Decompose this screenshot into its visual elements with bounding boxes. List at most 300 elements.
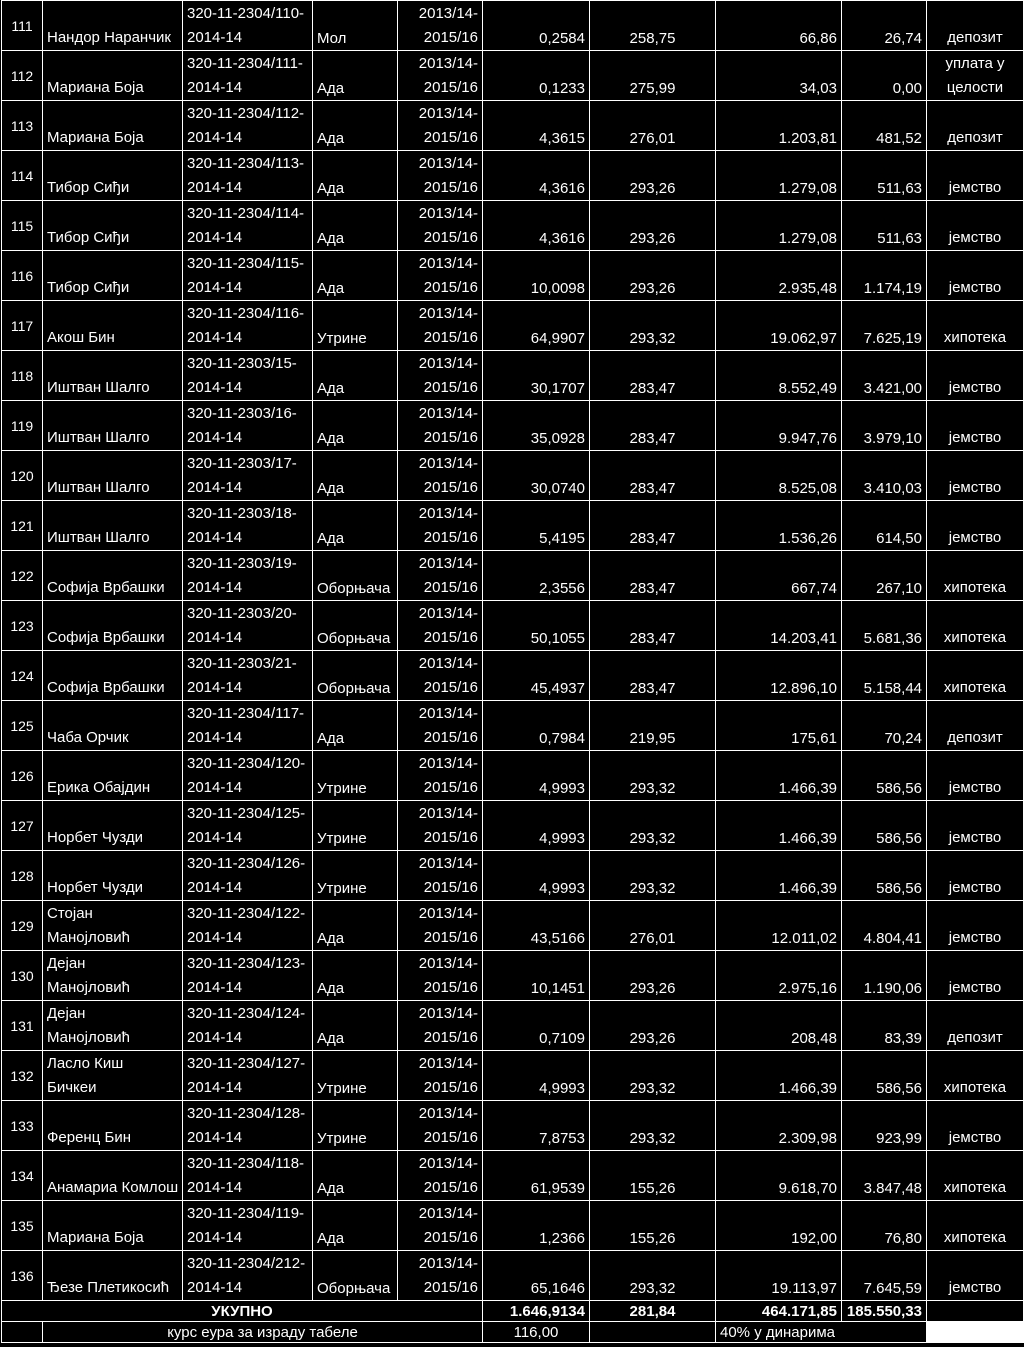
owner-name-line2: Иштван Шалго (47, 479, 150, 496)
table-row (2, 851, 1024, 901)
case-number-line2: 2014-14 (187, 929, 243, 946)
lease-period (398, 701, 483, 751)
lease-period-line2: 2015/16 (423, 29, 478, 46)
lease-period-line1: 2013/14- (418, 155, 478, 172)
case-number-line1: 320-11-2304/127- (187, 1055, 306, 1072)
owner-name (43, 1101, 183, 1151)
case-number-line2: 2014-14 (187, 1229, 243, 1246)
area: 4,3615 (483, 101, 590, 151)
price-per-ha: 283,47 (590, 601, 716, 651)
owner-name-line2: Иштван Шалго (47, 529, 150, 546)
price-per-ha: 293,26 (590, 951, 716, 1001)
case-number-line2: 2014-14 (187, 79, 243, 96)
share-amount: 1.174,19 (842, 251, 927, 301)
case-number-line1: 320-11-2304/119- (187, 1205, 305, 1222)
guarantee-line2: јемство (948, 879, 1002, 896)
owner-name-line2: Ђезе Плетикосић (47, 1279, 170, 1296)
case-number (183, 1, 313, 51)
price-per-ha: 293,26 (590, 251, 716, 301)
case-number (183, 351, 313, 401)
guarantee-type (927, 801, 1024, 851)
total-amount: 8.525,08 (716, 451, 842, 501)
case-number-line1: 320-11-2303/16- (187, 405, 297, 422)
lease-period (398, 401, 483, 451)
rate-spacer (590, 1322, 716, 1343)
share-amount: 586,56 (842, 1051, 927, 1101)
case-number-line2: 2014-14 (187, 179, 243, 196)
case-number-line1: 320-11-2304/126- (187, 855, 306, 872)
case-number (183, 451, 313, 501)
share-amount: 4.804,41 (842, 901, 927, 951)
lease-period (398, 151, 483, 201)
price-per-ha: 219,95 (590, 701, 716, 751)
area: 0,1233 (483, 51, 590, 101)
lease-period-line1: 2013/14- (418, 655, 478, 672)
share-amount: 923,99 (842, 1101, 927, 1151)
guarantee-type (927, 1, 1024, 51)
case-number-line1: 320-11-2304/112- (187, 105, 305, 122)
price-per-ha: 258,75 (590, 1, 716, 51)
table-row (2, 601, 1024, 651)
price-per-ha: 283,47 (590, 551, 716, 601)
case-number-line2: 2014-14 (187, 979, 243, 996)
row-number: 121 (2, 501, 43, 551)
guarantee-type (927, 151, 1024, 201)
totals-area: 1.646,9134 (483, 1301, 590, 1322)
lease-period-line2: 2015/16 (423, 979, 478, 996)
case-number (183, 1101, 313, 1151)
case-number-line1: 320-11-2304/212- (187, 1255, 306, 1272)
owner-name (43, 301, 183, 351)
row-number: 119 (2, 401, 43, 451)
share-amount: 83,39 (842, 1001, 927, 1051)
price-per-ha: 293,32 (590, 1101, 716, 1151)
guarantee-line2: јемство (948, 829, 1002, 846)
lease-period-line2: 2015/16 (423, 279, 478, 296)
guarantee-type (927, 701, 1024, 751)
price-per-ha: 293,26 (590, 201, 716, 251)
area: 0,7109 (483, 1001, 590, 1051)
owner-name (43, 851, 183, 901)
lease-period-line1: 2013/14- (418, 805, 478, 822)
case-number (183, 151, 313, 201)
rate-percent-label: 40% у динарима (716, 1322, 927, 1343)
guarantee-line2: јемство (948, 379, 1002, 396)
total-amount: 19.113,97 (716, 1251, 842, 1301)
total-amount: 19.062,97 (716, 301, 842, 351)
guarantee-line2: јемство (948, 479, 1002, 496)
owner-name (43, 151, 183, 201)
totals-label: УКУПНО (2, 1301, 483, 1322)
lease-period-line1: 2013/14- (418, 755, 478, 772)
place: Утрине (313, 1051, 398, 1101)
row-number: 129 (2, 901, 43, 951)
area: 61,9539 (483, 1151, 590, 1201)
case-number (183, 951, 313, 1001)
price-per-ha: 293,32 (590, 1251, 716, 1301)
rate-value: 116,00 (483, 1322, 590, 1343)
row-number: 118 (2, 351, 43, 401)
area: 4,9993 (483, 1051, 590, 1101)
case-number-line1: 320-11-2304/116- (187, 305, 305, 322)
row-number: 128 (2, 851, 43, 901)
table-row (2, 251, 1024, 301)
owner-name (43, 651, 183, 701)
case-number-line2: 2014-14 (187, 1179, 243, 1196)
area: 4,3616 (483, 151, 590, 201)
share-amount: 5.158,44 (842, 651, 927, 701)
table-row (2, 901, 1024, 951)
area: 0,2584 (483, 1, 590, 51)
row-number: 130 (2, 951, 43, 1001)
case-number-line2: 2014-14 (187, 379, 243, 396)
owner-name-line2: Бичкеи (47, 1079, 97, 1096)
lease-period-line2: 2015/16 (423, 129, 478, 146)
total-amount: 1.279,08 (716, 151, 842, 201)
lease-period (398, 901, 483, 951)
price-per-ha: 155,26 (590, 1151, 716, 1201)
rate-white-cell (927, 1322, 1024, 1343)
lease-period (398, 1, 483, 51)
case-number (183, 901, 313, 951)
case-number-line2: 2014-14 (187, 579, 243, 596)
owner-name-line2: Норбет Чузди (47, 829, 143, 846)
total-amount: 8.552,49 (716, 351, 842, 401)
owner-name (43, 51, 183, 101)
lease-period-line2: 2015/16 (423, 829, 478, 846)
table-row (2, 51, 1024, 101)
table-row (2, 1101, 1024, 1151)
table-row (2, 951, 1024, 1001)
case-number-line1: 320-11-2303/15- (187, 355, 297, 372)
area: 1,2366 (483, 1201, 590, 1251)
lease-period-line2: 2015/16 (423, 79, 478, 96)
case-number (183, 851, 313, 901)
guarantee-type (927, 1001, 1024, 1051)
owner-name-line1: Дејан (47, 955, 86, 972)
case-number (183, 1001, 313, 1051)
lease-period-line1: 2013/14- (418, 605, 478, 622)
row-number: 132 (2, 1051, 43, 1101)
guarantee-line2: хипотека (943, 329, 1007, 346)
owner-name-line2: Манојловић (47, 929, 130, 946)
totals-row (2, 1301, 1024, 1322)
share-amount: 76,80 (842, 1201, 927, 1251)
owner-name-line2: Тибор Сиђи (47, 179, 130, 196)
row-number: 114 (2, 151, 43, 201)
area: 4,9993 (483, 751, 590, 801)
guarantee-type (927, 1251, 1024, 1301)
case-number-line2: 2014-14 (187, 479, 243, 496)
area: 45,4937 (483, 651, 590, 701)
row-number: 111 (2, 1, 43, 51)
place: Ада (313, 151, 398, 201)
table-row (2, 401, 1024, 451)
guarantee-type (927, 1051, 1024, 1101)
place: Ада (313, 701, 398, 751)
row-number: 124 (2, 651, 43, 701)
share-amount: 586,56 (842, 851, 927, 901)
share-amount: 1.190,06 (842, 951, 927, 1001)
owner-name-line1: Ласло Киш (47, 1055, 124, 1072)
row-number: 131 (2, 1001, 43, 1051)
guarantee-type (927, 1201, 1024, 1251)
price-per-ha: 283,47 (590, 651, 716, 701)
total-amount: 1.279,08 (716, 201, 842, 251)
place: Утрине (313, 851, 398, 901)
place: Оборњача (313, 551, 398, 601)
total-amount: 14.203,41 (716, 601, 842, 651)
owner-name-line2: Тибор Сиђи (47, 229, 130, 246)
case-number (183, 1201, 313, 1251)
lease-period-line2: 2015/16 (423, 1029, 478, 1046)
share-amount: 614,50 (842, 501, 927, 551)
guarantee-type (927, 301, 1024, 351)
case-number-line2: 2014-14 (187, 729, 243, 746)
case-number (183, 251, 313, 301)
lease-period-line2: 2015/16 (423, 329, 478, 346)
case-number-line1: 320-11-2303/18- (187, 505, 297, 522)
lease-period-line2: 2015/16 (423, 179, 478, 196)
lease-period (398, 51, 483, 101)
lease-period (398, 251, 483, 301)
lease-period-line1: 2013/14- (418, 1155, 478, 1172)
table-row (2, 1, 1024, 51)
case-number-line1: 320-11-2304/111- (187, 55, 303, 72)
table-row (2, 101, 1024, 151)
lease-period-line1: 2013/14- (418, 5, 478, 22)
area: 0,7984 (483, 701, 590, 751)
case-number-line2: 2014-14 (187, 529, 243, 546)
guarantee-line2: јемство (948, 779, 1002, 796)
case-number-line1: 320-11-2304/113- (187, 155, 305, 172)
price-per-ha: 293,32 (590, 1051, 716, 1101)
lease-period-line2: 2015/16 (423, 229, 478, 246)
place: Ада (313, 201, 398, 251)
guarantee-line2: јемство (948, 1129, 1002, 1146)
price-per-ha: 283,47 (590, 401, 716, 451)
lease-period (398, 851, 483, 901)
owner-name (43, 401, 183, 451)
totals-price: 281,84 (590, 1301, 716, 1322)
area: 64,9907 (483, 301, 590, 351)
owner-name (43, 1251, 183, 1301)
case-number-line1: 320-11-2303/21- (187, 655, 297, 672)
lease-period-line1: 2013/14- (418, 955, 478, 972)
lease-period (398, 501, 483, 551)
guarantee-type (927, 951, 1024, 1001)
owner-name-line2: Софија Врбашки (47, 629, 165, 646)
owner-name-line1: Мариана Боја (47, 1229, 144, 1246)
case-number-line2: 2014-14 (187, 329, 243, 346)
share-amount: 586,56 (842, 801, 927, 851)
guarantee-line2: хипотека (943, 1179, 1007, 1196)
guarantee-line2: целости (946, 79, 1004, 96)
case-number (183, 401, 313, 451)
owner-name-line1: Стојан (47, 905, 93, 922)
case-number-line1: 320-11-2304/114- (187, 205, 305, 222)
table-row (2, 651, 1024, 701)
share-amount: 511,63 (842, 151, 927, 201)
place: Оборњача (313, 651, 398, 701)
table-row (2, 751, 1024, 801)
row-number: 117 (2, 301, 43, 351)
owner-name (43, 201, 183, 251)
area: 2,3556 (483, 551, 590, 601)
lease-table (1, 0, 1024, 1343)
price-per-ha: 293,32 (590, 301, 716, 351)
case-number (183, 1051, 313, 1101)
totals-total: 464.171,85 (716, 1301, 842, 1322)
row-number: 112 (2, 51, 43, 101)
guarantee-line2: јемство (948, 929, 1002, 946)
case-number-line2: 2014-14 (187, 129, 243, 146)
total-amount: 9.947,76 (716, 401, 842, 451)
lease-period-line2: 2015/16 (423, 1129, 478, 1146)
case-number (183, 701, 313, 751)
lease-period-line2: 2015/16 (423, 1179, 478, 1196)
owner-name-line2: Софија Врбашки (47, 579, 165, 596)
guarantee-type (927, 351, 1024, 401)
total-amount: 1.466,39 (716, 801, 842, 851)
lease-period (398, 1101, 483, 1151)
area: 10,0098 (483, 251, 590, 301)
price-per-ha: 283,47 (590, 351, 716, 401)
lease-period-line1: 2013/14- (418, 905, 478, 922)
guarantee-line2: јемство (948, 229, 1002, 246)
share-amount: 481,52 (842, 101, 927, 151)
rate-row (2, 1322, 1024, 1343)
total-amount: 12.011,02 (716, 901, 842, 951)
lease-period-line1: 2013/14- (418, 1255, 478, 1272)
total-amount: 66,86 (716, 1, 842, 51)
area: 30,0740 (483, 451, 590, 501)
lease-period-line1: 2013/14- (418, 1005, 478, 1022)
total-amount: 34,03 (716, 51, 842, 101)
table-row (2, 701, 1024, 751)
guarantee-line2: јемство (948, 279, 1002, 296)
case-number-line1: 320-11-2303/20- (187, 605, 297, 622)
lease-period-line1: 2013/14- (418, 1105, 478, 1122)
guarantee-line1: уплата у (945, 55, 1005, 72)
rate-empty-cell (2, 1322, 43, 1343)
table-row (2, 1001, 1024, 1051)
table-row (2, 1151, 1024, 1201)
place: Мол (313, 1, 398, 51)
guarantee-line2: депозит (947, 1029, 1003, 1046)
share-amount: 7.625,19 (842, 301, 927, 351)
place: Ада (313, 951, 398, 1001)
lease-period-line1: 2013/14- (418, 555, 478, 572)
lease-period (398, 551, 483, 601)
owner-name-line1: Ференц Бин (47, 1129, 131, 1146)
place: Утрине (313, 751, 398, 801)
lease-period-line1: 2013/14- (418, 55, 478, 72)
guarantee-type (927, 451, 1024, 501)
row-number: 127 (2, 801, 43, 851)
case-number (183, 651, 313, 701)
owner-name-line2: Манојловић (47, 979, 130, 996)
owner-name (43, 501, 183, 551)
case-number-line2: 2014-14 (187, 1029, 243, 1046)
table-row (2, 1051, 1024, 1101)
share-amount: 3.421,00 (842, 351, 927, 401)
owner-name-line2: Иштван Шалго (47, 379, 150, 396)
totals-share: 185.550,33 (842, 1301, 927, 1322)
owner-name-line2: Нандор Наранчик (47, 29, 171, 46)
case-number-line2: 2014-14 (187, 829, 243, 846)
guarantee-type (927, 651, 1024, 701)
table-row (2, 151, 1024, 201)
case-number-line2: 2014-14 (187, 29, 243, 46)
case-number-line1: 320-11-2304/110- (187, 5, 305, 22)
lease-period-line2: 2015/16 (423, 1229, 478, 1246)
case-number (183, 751, 313, 801)
place: Утрине (313, 1101, 398, 1151)
case-number (183, 201, 313, 251)
guarantee-type (927, 551, 1024, 601)
place: Утрине (313, 801, 398, 851)
case-number (183, 1251, 313, 1301)
case-number-line1: 320-11-2303/17- (187, 455, 297, 472)
owner-name (43, 101, 183, 151)
owner-name-line2: Чаба Орчик (47, 729, 129, 746)
owner-name (43, 351, 183, 401)
lease-period-line1: 2013/14- (418, 405, 478, 422)
owner-name (43, 951, 183, 1001)
case-number-line2: 2014-14 (187, 429, 243, 446)
place: Ада (313, 1001, 398, 1051)
guarantee-line2: хипотека (943, 679, 1007, 696)
table-body (2, 1, 1024, 1301)
row-number: 125 (2, 701, 43, 751)
area: 30,1707 (483, 351, 590, 401)
price-per-ha: 283,47 (590, 451, 716, 501)
lease-period-line2: 2015/16 (423, 1079, 478, 1096)
price-per-ha: 293,32 (590, 801, 716, 851)
case-number (183, 801, 313, 851)
case-number (183, 601, 313, 651)
owner-name (43, 1201, 183, 1251)
guarantee-line2: хипотека (943, 1229, 1007, 1246)
area: 4,9993 (483, 801, 590, 851)
lease-period-line2: 2015/16 (423, 729, 478, 746)
owner-name-line2: Манојловић (47, 1029, 130, 1046)
lease-period-line2: 2015/16 (423, 479, 478, 496)
case-number-line1: 320-11-2304/122- (187, 905, 306, 922)
lease-period (398, 451, 483, 501)
area: 43,5166 (483, 901, 590, 951)
owner-name (43, 701, 183, 751)
owner-name (43, 1051, 183, 1101)
guarantee-type (927, 1151, 1024, 1201)
place: Ада (313, 451, 398, 501)
row-number: 120 (2, 451, 43, 501)
case-number (183, 301, 313, 351)
place: Ада (313, 101, 398, 151)
owner-name (43, 251, 183, 301)
lease-period (398, 1051, 483, 1101)
owner-name (43, 801, 183, 851)
place: Ада (313, 901, 398, 951)
lease-period-line2: 2015/16 (423, 779, 478, 796)
guarantee-type (927, 901, 1024, 951)
table-row (2, 551, 1024, 601)
table-row (2, 351, 1024, 401)
place: Ада (313, 251, 398, 301)
price-per-ha: 276,01 (590, 101, 716, 151)
guarantee-type (927, 401, 1024, 451)
